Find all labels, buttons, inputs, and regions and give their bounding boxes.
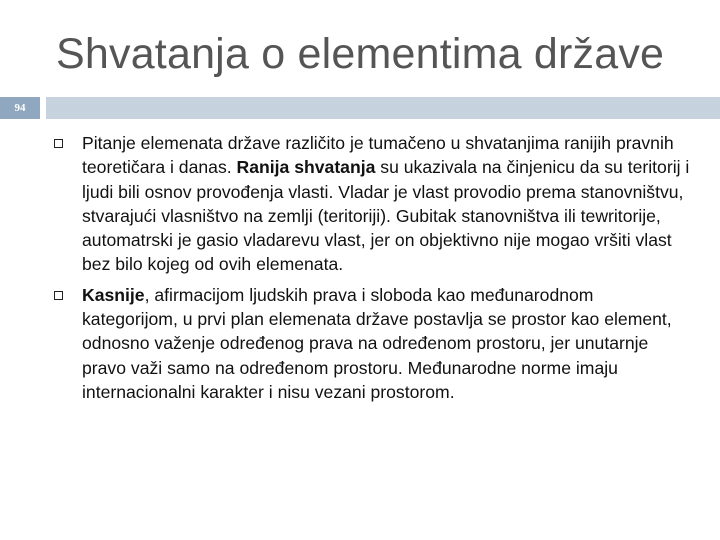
bullet-item-1 xyxy=(54,131,694,277)
bullet-item-2 xyxy=(54,283,694,404)
header-bar xyxy=(46,97,720,119)
bullet-1-text-b: su ukazivala na činjenicu da su teritorij i ljudi bili osnov provođenja vlasti. Vladar je vlast provodio prema stanovništvu, stvarajući vlasništvo na zemlji (teritoriji). Gubitak stanovništva ili tewritorije, automatrski je gasio vladarevu vlast, jer on objektivno nije mogao vršiti vlast bez bilo kojeg od ovih elemenata. xyxy=(82,157,690,275)
slide-title: Shvatanja o elementima države xyxy=(56,30,665,78)
hollow-square-bullet-icon xyxy=(54,291,63,300)
bullet-1-text-a: Pitanje elemenata države različito je tumačeno u shvatanjima ranijih pravnih teoretičara i danas. xyxy=(82,133,674,178)
slide-content xyxy=(54,131,694,410)
slide-number: 94 xyxy=(0,97,40,119)
hollow-square-bullet-icon xyxy=(54,139,63,148)
bullet-2-bold-term: Kasnije xyxy=(82,284,145,305)
bullet-2-text: , afirmacijom ljudskih prava i sloboda kao međunarodnom kategorijom, u prvi plan elemenata države postavlja se prostor kao element, odnosno važenje određenog prava na određenom prostoru, jer unutarnje pravo važi samo na određenom prostoru. Međunarodne norme imaju internacionalni karakter i nisu vezani prostorom. xyxy=(82,284,672,402)
bullet-1-bold-term: Ranija shvatanja xyxy=(236,157,376,178)
